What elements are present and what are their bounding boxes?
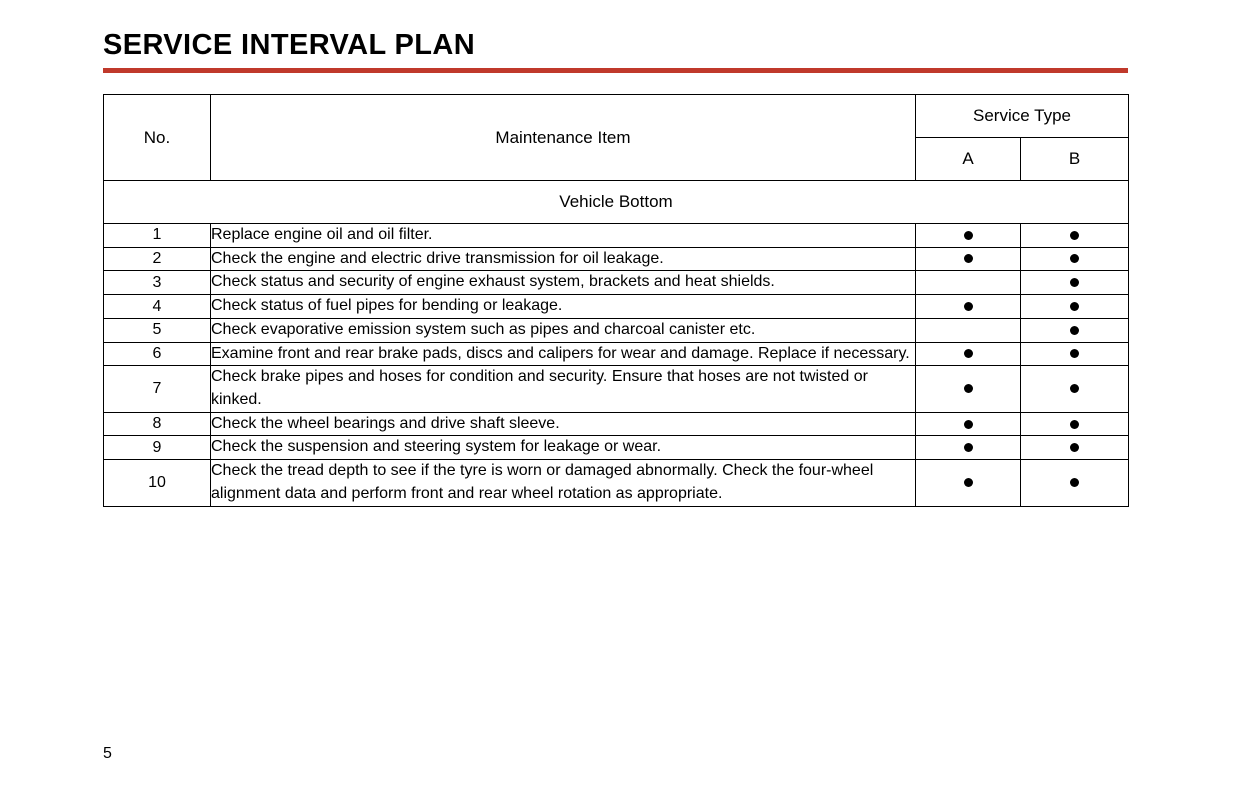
- page-number: 5: [103, 745, 112, 762]
- title-rule-divider: [103, 68, 1128, 73]
- service-mark-empty: [964, 278, 973, 287]
- service-mark-dot-icon: [1070, 384, 1079, 393]
- service-mark-dot-icon: [1070, 420, 1079, 429]
- table-row: [104, 295, 1129, 319]
- section-title-vehicle-bottom: Vehicle Bottom: [104, 181, 1129, 224]
- service-mark-dot-icon: [1070, 478, 1079, 487]
- service-mark-dot-icon: [1070, 302, 1079, 311]
- row-number: 8: [104, 412, 211, 436]
- table-rows-body: [104, 224, 1129, 507]
- column-header-service-type: Service Type: [916, 95, 1129, 138]
- row-number: 7: [104, 366, 211, 412]
- row-number: 1: [104, 224, 211, 248]
- row-number: 6: [104, 342, 211, 366]
- maintenance-item-text: Check status and security of engine exhaust system, brackets and heat shields.: [211, 271, 916, 295]
- service-type-a-cell: [916, 247, 1021, 271]
- maintenance-item-text: Examine front and rear brake pads, discs and calipers for wear and damage. Replace if necessary.: [211, 342, 916, 366]
- table-row: [104, 412, 1129, 436]
- service-type-b-cell: [1021, 224, 1129, 248]
- title-block: [103, 30, 1128, 73]
- service-type-b-cell: [1021, 412, 1129, 436]
- service-mark-dot-icon: [1070, 326, 1079, 335]
- service-type-a-cell: [916, 295, 1021, 319]
- maintenance-item-text: Check status of fuel pipes for bending or leakage.: [211, 295, 916, 319]
- service-mark-dot-icon: [964, 302, 973, 311]
- table-body: [104, 181, 1129, 224]
- service-mark-dot-icon: [964, 349, 973, 358]
- service-type-b-cell: [1021, 295, 1129, 319]
- maintenance-item-text: Check the engine and electric drive transmission for oil leakage.: [211, 247, 916, 271]
- service-type-b-cell: [1021, 460, 1129, 506]
- service-mark-dot-icon: [1070, 278, 1079, 287]
- service-mark-dot-icon: [1070, 231, 1079, 240]
- table-row: [104, 247, 1129, 271]
- service-mark-dot-icon: [964, 443, 973, 452]
- page-title: SERVICE INTERVAL PLAN: [103, 29, 476, 61]
- service-type-a-cell: [916, 271, 1021, 295]
- service-type-b-cell: [1021, 366, 1129, 412]
- service-mark-dot-icon: [964, 231, 973, 240]
- service-type-b-cell: [1021, 271, 1129, 295]
- column-header-maintenance-item: Maintenance Item: [211, 95, 916, 181]
- service-interval-table-container: [103, 94, 1128, 507]
- service-type-a-cell: [916, 460, 1021, 506]
- maintenance-item-text: Replace engine oil and oil filter.: [211, 224, 916, 248]
- row-number: 2: [104, 247, 211, 271]
- service-mark-empty: [964, 326, 973, 335]
- service-mark-dot-icon: [964, 478, 973, 487]
- service-mark-dot-icon: [964, 384, 973, 393]
- table-row: [104, 460, 1129, 506]
- table-header: [104, 95, 1129, 181]
- service-mark-dot-icon: [1070, 443, 1079, 452]
- table-row: [104, 366, 1129, 412]
- column-header-type-a: A: [916, 138, 1021, 181]
- row-number: 10: [104, 460, 211, 506]
- table-row: [104, 271, 1129, 295]
- service-type-a-cell: [916, 436, 1021, 460]
- service-mark-dot-icon: [964, 420, 973, 429]
- service-type-a-cell: [916, 412, 1021, 436]
- service-mark-dot-icon: [1070, 349, 1079, 358]
- column-header-type-b: B: [1021, 138, 1129, 181]
- table-header-row-primary: [104, 95, 1129, 138]
- service-type-b-cell: [1021, 247, 1129, 271]
- section-header-row: [104, 181, 1129, 224]
- service-type-a-cell: [916, 342, 1021, 366]
- service-type-b-cell: [1021, 436, 1129, 460]
- maintenance-item-text: Check the tread depth to see if the tyre is worn or damaged abnormally. Check the four-wheel alignment data and perform front and rear wheel rotation as appropriate.: [211, 460, 916, 506]
- service-type-a-cell: [916, 366, 1021, 412]
- service-mark-dot-icon: [964, 254, 973, 263]
- service-type-b-cell: [1021, 342, 1129, 366]
- service-type-a-cell: [916, 318, 1021, 342]
- row-number: 5: [104, 318, 211, 342]
- table-row: [104, 342, 1129, 366]
- maintenance-item-text: Check the suspension and steering system for leakage or wear.: [211, 436, 916, 460]
- table-row: [104, 318, 1129, 342]
- row-number: 3: [104, 271, 211, 295]
- row-number: 4: [104, 295, 211, 319]
- service-type-a-cell: [916, 224, 1021, 248]
- maintenance-item-text: Check the wheel bearings and drive shaft sleeve.: [211, 412, 916, 436]
- table-row: [104, 224, 1129, 248]
- table-row: [104, 436, 1129, 460]
- maintenance-item-text: Check brake pipes and hoses for condition and security. Ensure that hoses are not twisted or kinked.: [211, 366, 916, 412]
- column-header-no: No.: [104, 95, 211, 181]
- service-mark-dot-icon: [1070, 254, 1079, 263]
- maintenance-item-text: Check evaporative emission system such as pipes and charcoal canister etc.: [211, 318, 916, 342]
- service-interval-table: [103, 94, 1129, 507]
- service-type-b-cell: [1021, 318, 1129, 342]
- row-number: 9: [104, 436, 211, 460]
